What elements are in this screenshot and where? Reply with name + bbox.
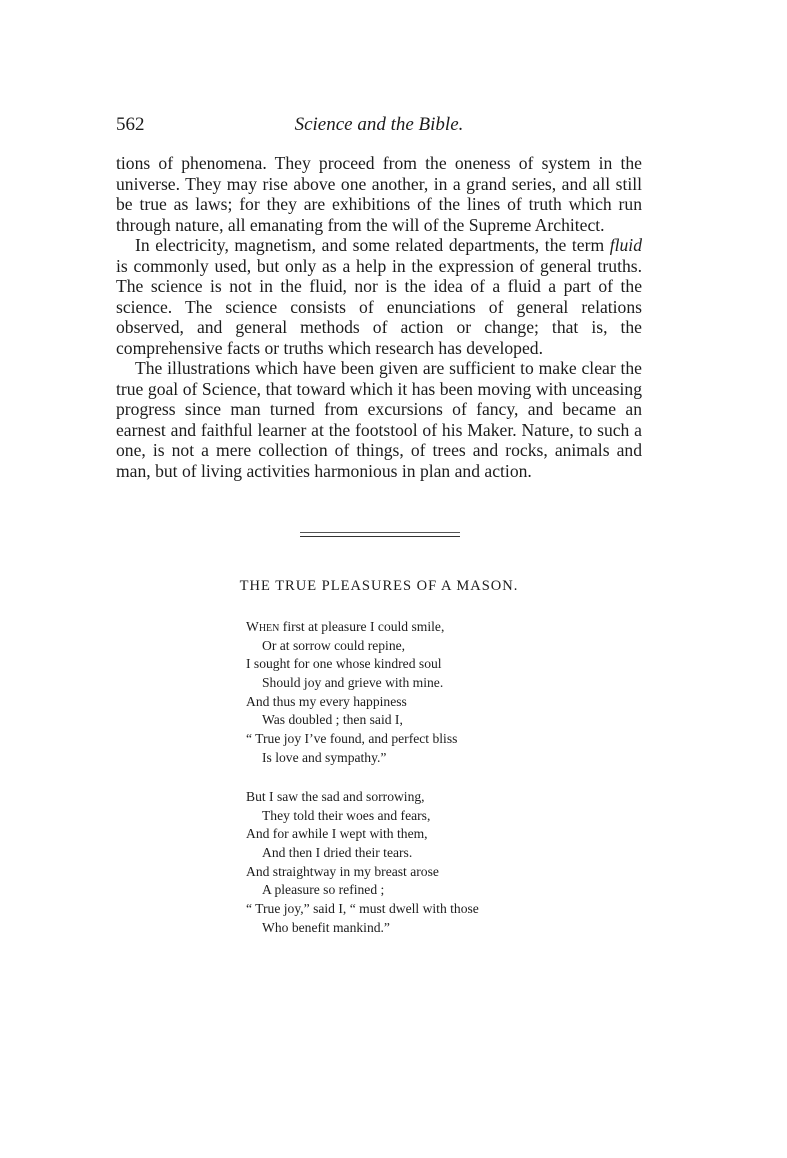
poem-title: THE TRUE PLEASURES OF A MASON. (239, 578, 519, 594)
poem-line: And for awhile I wept with them, (246, 826, 428, 842)
poem-line: Or at sorrow could repine, (262, 637, 406, 653)
running-title: Science and the Bible. (294, 114, 464, 135)
poem-line: Was doubled ; then said I, (262, 712, 403, 728)
poem-line: Is love and sympathy.” (262, 749, 387, 765)
poem-line: Should joy and grieve with mine. (262, 675, 444, 691)
poem-first-word: When (246, 619, 280, 634)
poem-line (246, 618, 646, 637)
paragraph-2-lead: In electricity, magnetism, and some related departments, the term (135, 235, 610, 255)
poem-line: And then I dried their tears. (262, 845, 413, 861)
section-divider (300, 532, 460, 537)
poem-stanza-1 (246, 618, 646, 768)
poem-line: I sought for one whose kindred soul (246, 656, 442, 672)
paragraph-1: tions of phenomena. They proceed from the oneness of system in the universe. They may rise above one another, in a grand series, and all still be true as laws; for they are exhibitions of the lines of truth which run through nature, all emanating from the will of the Supreme Architect. (116, 153, 642, 235)
poem-line: They told their woes and fears, (262, 807, 431, 823)
divider-rule-thin (300, 532, 460, 533)
poem-line: “ True joy,” said I, “ must dwell with those (246, 901, 479, 917)
paragraph-2-rest: is commonly used, but only as a help in the expression of general truths. The science is not in the fluid, nor is the idea of a fluid a part of the science. The science consists of enunciations of general relations observed, and general methods of action or change; that is, the comprehensive facts or truths which research has developed. (116, 255, 642, 358)
page-header (116, 114, 642, 144)
poem-line: “ True joy I’ve found, and perfect bliss (246, 731, 458, 747)
paragraph-2-italic-term: fluid (609, 235, 642, 255)
poem-line: A pleasure so refined ; (262, 882, 385, 898)
poem-stanza-2 (246, 788, 646, 938)
body-text (116, 153, 642, 481)
divider-rule-thick (300, 536, 460, 537)
poem-line: And thus my every happiness (246, 693, 407, 709)
paragraph-2 (116, 235, 642, 358)
paragraph-3: The illustrations which have been given are sufficient to make clear the true goal of Science, that toward which it has been moving with unceasing progress since man turned from excursions of fancy, and became an earnest and faithful learner at the footstool of his Maker. Nature, to such a one, is not a mere collection of things, of trees and rocks, animals and man, but of living activities harmonious in plan and action. (116, 358, 642, 481)
poem-line: Who benefit mankind.” (262, 919, 390, 935)
poem-line: And straightway in my breast arose (246, 863, 439, 879)
poem-first-line-rest: first at pleasure I could smile, (279, 619, 445, 634)
poem-line: But I saw the sad and sorrowing, (246, 789, 425, 804)
page-number: 562 (116, 114, 145, 135)
